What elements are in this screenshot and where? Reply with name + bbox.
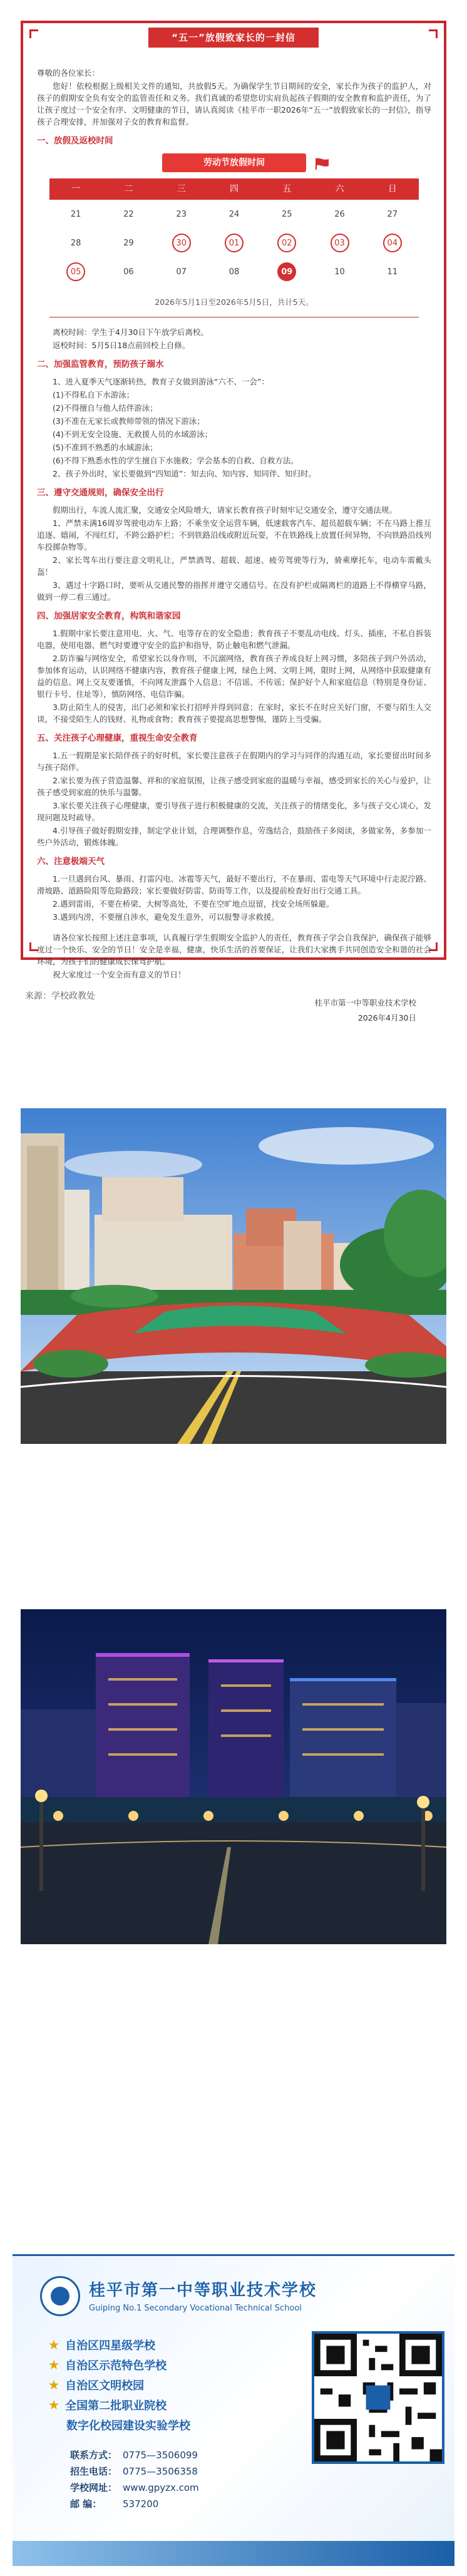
signature <box>37 996 431 1026</box>
contact-value: 0775—3506358 <box>123 2466 198 2477</box>
closing-wish: 祝大家度过一个安全而有意义的节日！ <box>53 970 186 979</box>
honor-item <box>49 2415 190 2435</box>
calendar-day-cell <box>102 257 155 286</box>
calendar-day-cell <box>366 257 419 286</box>
calendar-day-number: 24 <box>228 209 240 219</box>
honor-text: 自治区四星级学校 <box>65 2339 156 2352</box>
calendar-day-number: 04 <box>383 234 402 252</box>
calendar-weekday: 三 <box>177 184 186 194</box>
calendar-day-cell <box>155 200 208 229</box>
paragraph: 1.假期中家长要注意用电、火、气、电等存在的安全隐患；教育孩子不要乱动电线、灯头、插座，不私自拆装电器，使用电器、燃气时要遵守安全的监护和指导，防止触电和燃气泄漏。 <box>37 629 431 650</box>
paragraph: (6)不得下熟悉水性的学生擅自下水施救；学会基本的自救、自救方法。 <box>53 456 299 465</box>
section-heading: 五、关注孩子心理健康，重视生命安全教育 <box>37 733 198 743</box>
paragraph: (3)不准在无家长或教师带领的情况下游泳； <box>53 416 205 426</box>
honor-item <box>49 2375 190 2395</box>
calendar-week-row <box>49 200 419 229</box>
school-honors <box>49 2335 190 2435</box>
calendar-header <box>162 153 306 172</box>
paragraph: (2)不得擅自与他人结伴游泳； <box>53 403 158 413</box>
paragraph: 3.防止陌生人的侵害，出门必须和家长打招呼并得到同意；在家时，家长不在时应关好门窗，不要与陌生人交谈，不接受陌生人的钱财、礼物或食物；教育孩子要提高思想警惕，谨防上当受骗。 <box>37 703 431 724</box>
paragraph: 2、孩子外出时，家长要做到“四知道”：知去向、知内容、知同伴、知归时。 <box>53 469 316 478</box>
honor-text: 自治区示范特色学校 <box>65 2359 167 2372</box>
contact-label: 招生电话： <box>70 2466 118 2477</box>
calendar-day-cell <box>49 229 102 257</box>
calendar-grid <box>49 200 419 286</box>
signature-school: 桂平市第一中等职业技术学校 <box>314 998 416 1007</box>
paragraph: 3.遇到内涝，不要擅自涉水，避免发生意外，可以报警寻求救援。 <box>53 912 279 922</box>
calendar-weekday: 二 <box>124 184 133 194</box>
calendar-day-number: 11 <box>387 267 398 277</box>
calendar-day-number: 26 <box>334 209 345 219</box>
paragraph: 3.家长要关注孩子心理健康，要引导孩子进行积极健康的交流，关注孩子的情绪变化，多与孩子交心谈心，发现问题及时疏导。 <box>37 801 431 822</box>
calendar-note: 2026年5月1日至2026年5月5日，共计5天。 <box>155 297 314 307</box>
contact-row <box>70 2496 199 2512</box>
school-info-card <box>13 2254 454 2566</box>
calendar-weekday: 日 <box>387 184 397 194</box>
calendar-day-number: 08 <box>228 267 240 277</box>
calendar-day-number: 27 <box>387 209 398 219</box>
calendar-day-cell <box>208 229 260 257</box>
calendar-header-text: 劳动节放假时间 <box>203 158 265 168</box>
honor-item <box>49 2335 190 2355</box>
honor-item <box>49 2355 190 2375</box>
contact-label: 学校网址： <box>70 2482 118 2493</box>
calendar-weekday: 四 <box>229 184 239 194</box>
calendar-day-number: 09 <box>277 262 296 281</box>
campus-day-illustration <box>21 1108 446 1444</box>
calendar-day-cell <box>366 229 419 257</box>
section-heading: 四、加强居家安全教育，构筑和谐家园 <box>37 611 181 621</box>
paragraph: 2.防诈骗与网络安全，希望家长以身作则，不沉溺网络，教育孩子养成良好上网习惯，多陪孩子到户外活动，参加体育运动，认识网络不健康内容，教育孩子健康上网，绿色上网、文明上网，限时上网，从网络中获取健康有益的信息。网上交友要谨慎，不向网友泄露个人信息；不信谣、不传谣；保护好个人和家庭信息（特别是身份证、银行卡号、住址等），慎防网络、电信诈骗。 <box>37 654 431 699</box>
qr-code-graphic <box>314 2334 442 2461</box>
star-icon: ★ <box>49 2358 59 2372</box>
calendar-day-number: 29 <box>123 238 134 248</box>
calendar-day-cell <box>313 257 366 286</box>
paragraph: 3、遇过十字路口时，要听从交通民警的指挥并遵守交通信号。在没有护栏或隔离栏的道路上不得横穿马路，做到一停二看三通过。 <box>37 580 431 602</box>
letter-title: “五一”放假致家长的一封信 <box>148 28 319 48</box>
contact-row <box>70 2463 199 2480</box>
contact-value: 537200 <box>123 2498 159 2510</box>
section-heading: 一、放假及返校时间 <box>37 136 113 146</box>
campus-day-photo <box>21 1108 446 1444</box>
contact-label: 邮 编： <box>70 2498 102 2510</box>
contact-value: 0775—3506099 <box>123 2450 198 2461</box>
calendar-day-number: 02 <box>277 234 296 252</box>
paragraph: 返校时间：5月5日18点前回校上自修。 <box>53 341 190 350</box>
calendar-day-cell <box>260 229 313 257</box>
section-heading: 六、注意极端天气 <box>37 857 105 867</box>
paragraph: 1、进入夏季天气逐渐转热，教育子女做到游泳“六不、一会”： <box>53 377 269 386</box>
honor-text: 自治区文明校园 <box>65 2379 145 2393</box>
paragraph: 1.一旦遇到台风、暴雨、打雷闪电、冰雹等天气，最好不要出行，不在暴雨、雷电等天气环境中行走泥泞路、滑坡路、道路险阻等危险路段；家长要做好防雷、防雨等工作，以及提前检查好出行交通工具。 <box>37 874 431 895</box>
school-emblem-icon <box>40 2276 80 2316</box>
paragraph: 1、严禁未满16周岁驾驶电动车上路；不乘坐安全运营车辆，低速载客汽车、超员超载车辆；不在马路上推互追逐、嬉闹，不闯红灯，不跨公路护栏；不到铁路沿线或附近玩耍，不在铁路线上放置任何异物，不向铁路沿线列车投掷杂物等。 <box>37 518 431 552</box>
contact-row[interactable] <box>70 2480 199 2496</box>
calendar-day-cell <box>49 257 102 286</box>
paragraph: (4)不到无安全设施、无救援人员的水域游泳； <box>53 430 213 439</box>
salutation: 尊敬的各位家长： <box>37 68 100 78</box>
school-contacts <box>70 2447 199 2512</box>
calendar-day-cell <box>155 257 208 286</box>
paragraph: (1)不得私自下水游泳； <box>53 390 135 399</box>
paragraph: 2、家长驾车出行要注意文明礼让，严禁酒驾、超载、超速、疲劳驾驶等行为，骑乘摩托车，电动车需戴头盔！ <box>37 555 431 577</box>
calendar-day-number: 10 <box>334 267 345 277</box>
website-link[interactable]: www.gpyzx.com <box>123 2482 199 2493</box>
calendar-day-cell <box>49 200 102 229</box>
section-heading: 三、遵守交通规则，确保安全出行 <box>37 488 164 498</box>
section-heading: 二、加强监管教育，预防孩子溺水 <box>37 359 164 369</box>
calendar-day-cell <box>260 200 313 229</box>
school-name-en: Guiping No.1 Secondary Vocational Technical School <box>89 2304 302 2313</box>
calendar-day-number: 25 <box>281 209 292 219</box>
campus-night-photo <box>21 1609 446 1944</box>
calendar-weekday: 五 <box>282 184 292 194</box>
card-footer-band <box>13 2541 454 2566</box>
calendar-day-number: 01 <box>225 234 244 252</box>
closing-paragraph: 请各位家长按照上述注意事项，认真履行学生假期安全监护人的责任，教育孩子学会自我保护，确保孩子能够度过一个快乐、安全的节日！安全是幸福，健康，快乐生活的首要保证，让我们大家携手共同创造安全和谐的社会环境，为孩子们的健康成长保驾护航。 <box>37 933 431 966</box>
paragraph: 假期出行，车流人流汇聚，交通安全风险增大，请家长教育孩子时刻牢记交通安全，遵守交通法规。 <box>53 505 398 515</box>
paragraph: 4.引导孩子做好假期安排，制定学业计划，合理调整作息，劳逸结合，鼓励孩子多阅读，多做家务，多参加一些户外活动，锻炼体魄。 <box>37 826 431 847</box>
calendar-day-cell <box>260 257 313 286</box>
calendar-day-number: 06 <box>123 267 134 277</box>
calendar-day-cell <box>102 200 155 229</box>
star-icon: ★ <box>49 2398 59 2412</box>
calendar-day-number: 05 <box>66 262 85 281</box>
campus-night-illustration <box>21 1609 446 1944</box>
signature-date: 2026年4月30日 <box>357 1013 416 1023</box>
calendar-weekday: 一 <box>71 184 81 194</box>
honor-item <box>49 2395 190 2415</box>
calendar-day-cell <box>366 200 419 229</box>
corner-ornament <box>29 29 38 38</box>
paragraph: (5)不准到不熟悉的水域游泳； <box>53 443 158 452</box>
intro-paragraph: 您好！依校根据上级相关文件的通知，共放假5天。为确保学生节日期间的安全，家长作为孩子的监护人，对孩子的假期安全负有安全的监管责任和义务。我们真诚的希望您切实肩负起孩子假期的安全教育和监护责任，为了让孩子度过一个安全有序、文明健康的节日，请认真阅读《桂平市一职2026年“五一”放假致家长的一封信》，指导孩子合理安排，并加强对子女的教育和监督。 <box>37 81 431 126</box>
calendar-day-number: 28 <box>70 238 81 248</box>
qr-code-icon[interactable] <box>312 2331 444 2464</box>
paragraph: 离校时间：学生于4月30日下午放学后离校。 <box>53 327 208 337</box>
calendar-day-cell <box>208 257 260 286</box>
contact-row <box>70 2447 199 2463</box>
calendar-day-number: 07 <box>176 267 187 277</box>
calendar-day-number: 22 <box>123 209 134 219</box>
calendar-day-cell <box>313 229 366 257</box>
source-note: 来源：学校政教处 <box>25 991 95 1001</box>
star-icon: ★ <box>49 2378 59 2392</box>
calendar-day-number: 03 <box>331 234 349 252</box>
calendar-day-cell <box>102 229 155 257</box>
calendar-week-row <box>49 257 419 286</box>
contact-label: 联系方式： <box>70 2450 118 2461</box>
school-name: 桂平市第一中等职业技术学校 <box>89 2281 317 2300</box>
calendar-day-cell <box>155 229 208 257</box>
calendar-day-number: 23 <box>176 209 187 219</box>
star-icon: ★ <box>49 2338 59 2352</box>
calendar-day-cell <box>313 200 366 229</box>
calendar-week-row <box>49 229 419 257</box>
calendar-weekday-row <box>49 178 419 200</box>
flag-icon <box>315 157 331 170</box>
paragraph: 2.家长要为孩子营造温馨、祥和的家庭氛围，让孩子感受到家庭的温暖与幸福，感受到家长的关心与爱护，让孩子感受到家庭的快乐与温馨。 <box>37 776 431 797</box>
calendar-day-cell <box>208 200 260 229</box>
honor-text: 数字化校园建设实验学校 <box>66 2419 190 2433</box>
honor-text: 全国第二批职业院校 <box>65 2399 167 2413</box>
calendar-day-number: 21 <box>70 209 81 219</box>
paragraph: 1.五一假期是家长陪伴孩子的好时机，家长要注意孩子在假期内的学习与同伴的沟通互动，家长要留出时间多与孩子陪伴。 <box>37 751 431 772</box>
corner-ornament <box>429 29 438 38</box>
letter-content <box>37 67 431 1026</box>
calendar-weekday: 六 <box>335 184 344 194</box>
holiday-calendar <box>49 153 419 317</box>
paragraph: 2.遇到雷雨，不要在桥梁、大树等高处，不要在空旷地点逗留，找安全场所躲避。 <box>53 899 334 909</box>
calendar-day-number: 30 <box>172 234 191 252</box>
